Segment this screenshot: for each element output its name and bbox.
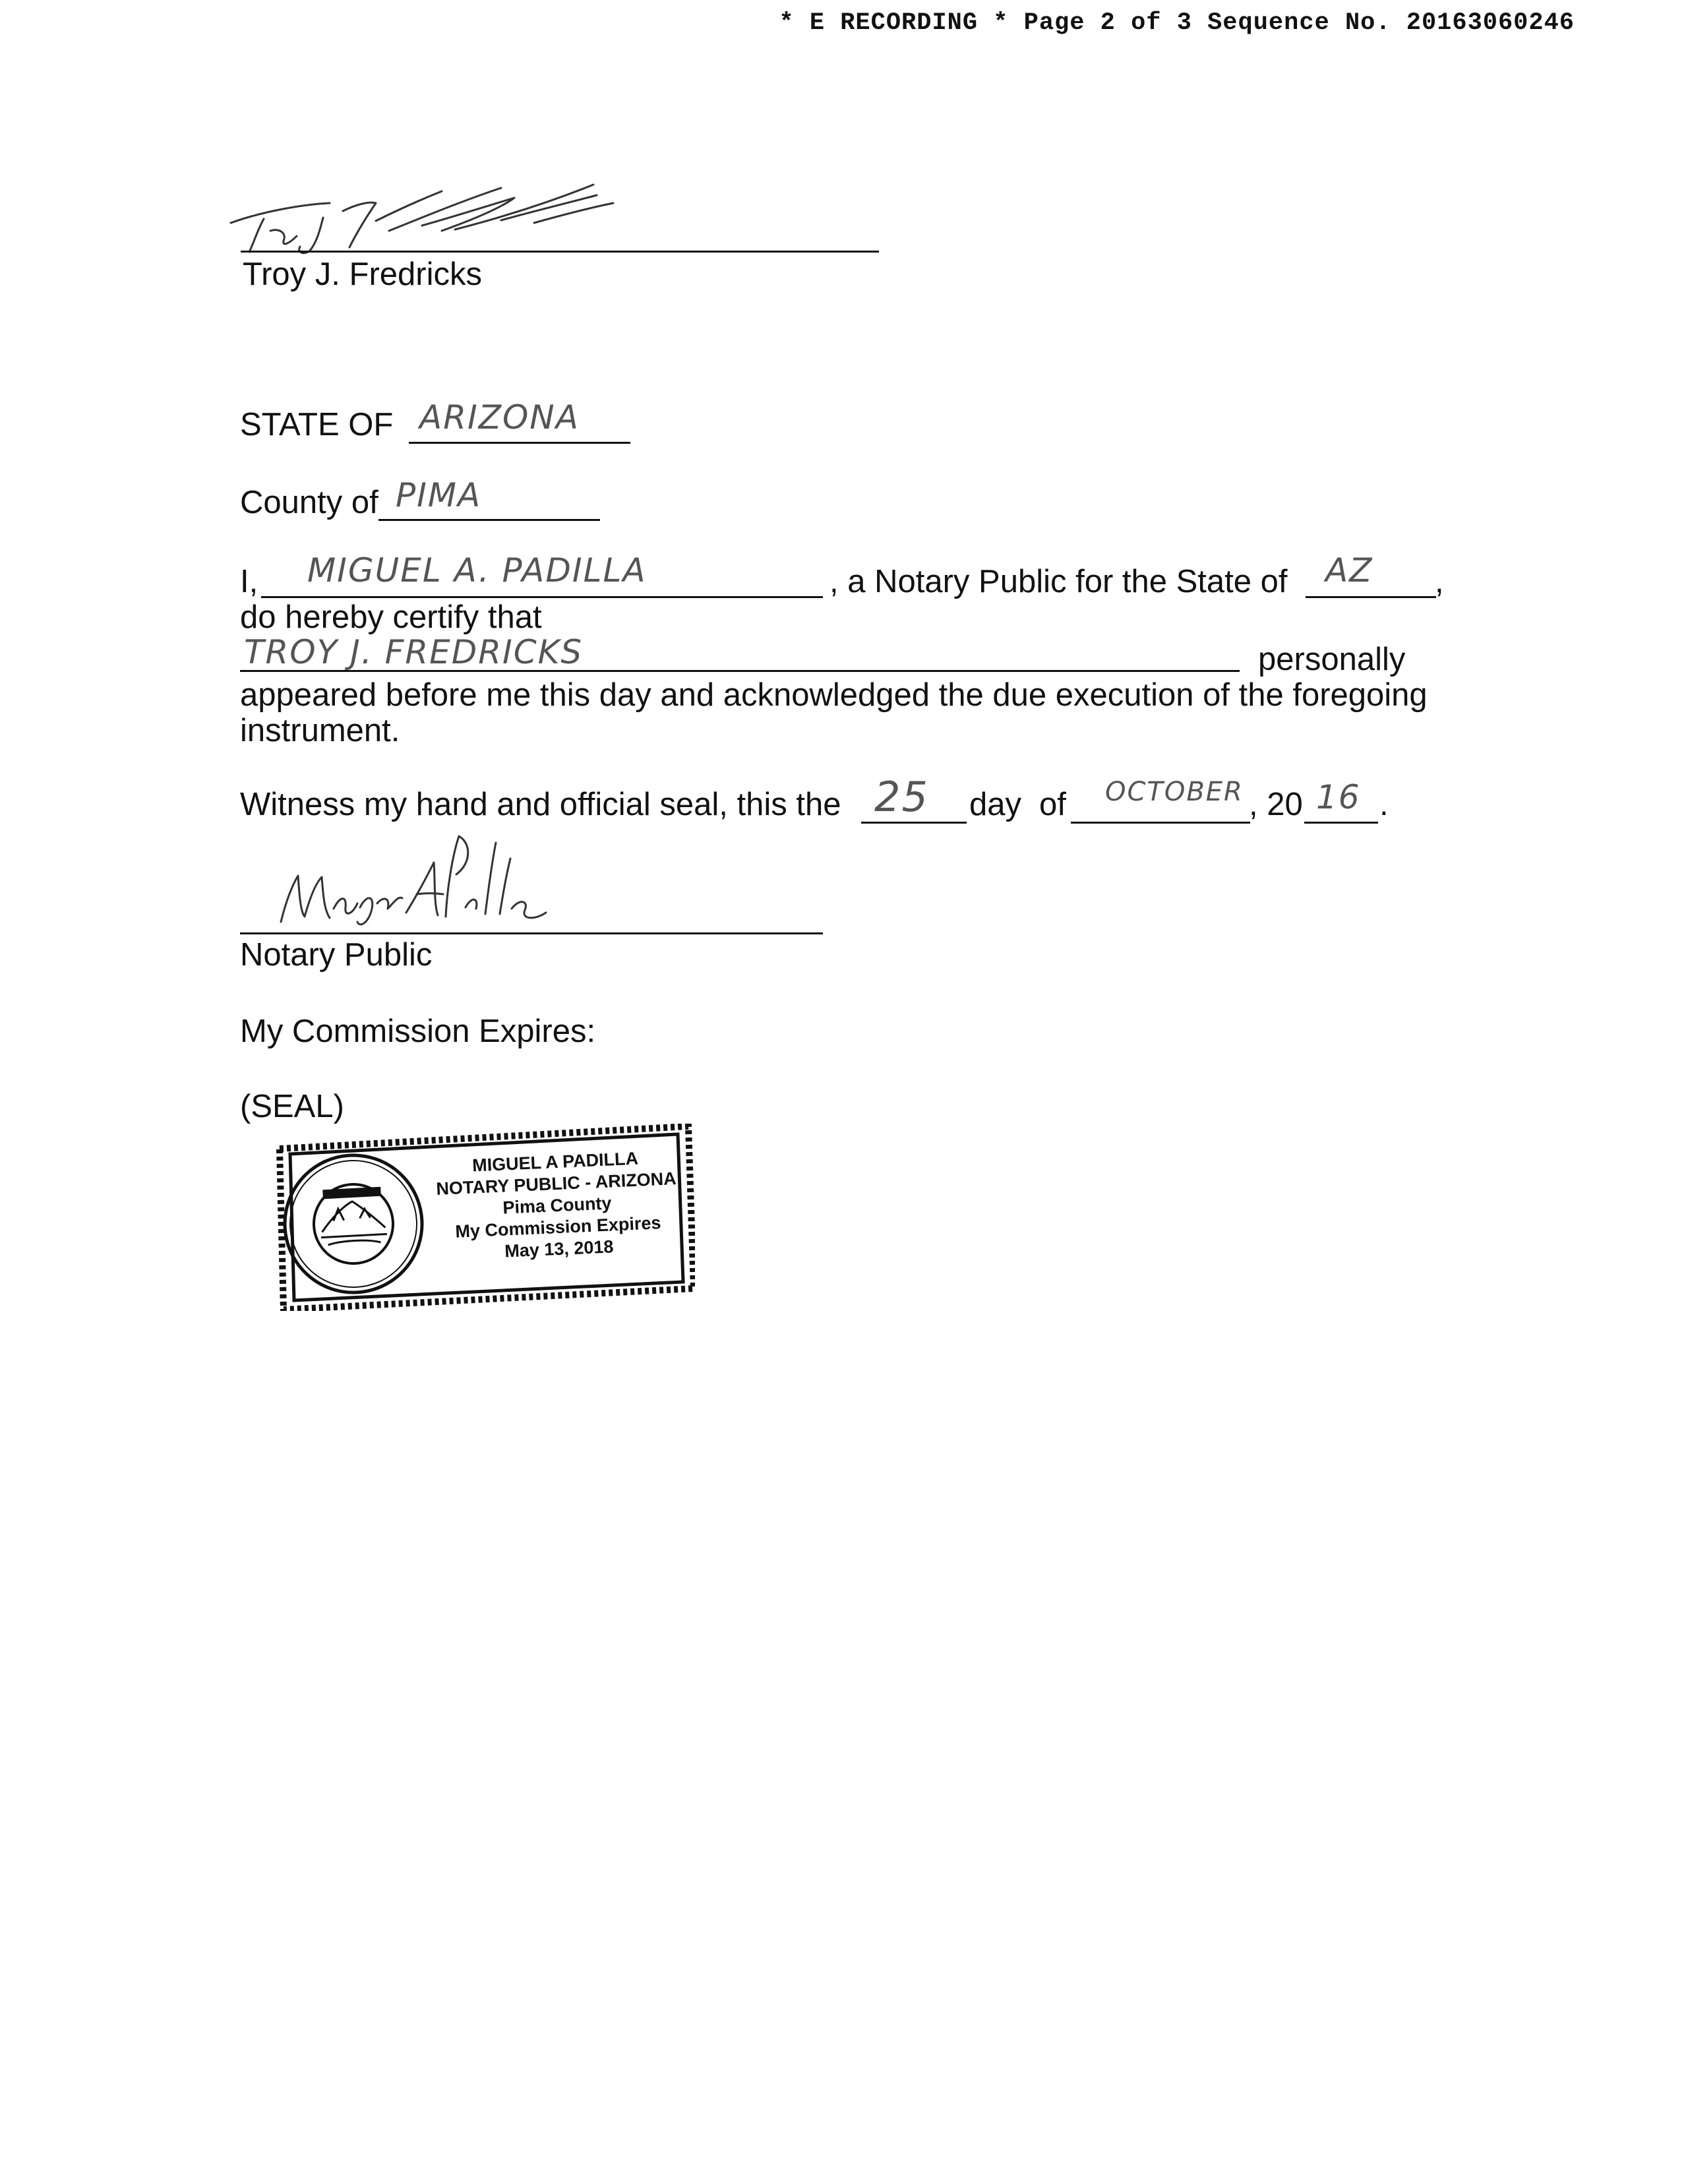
signer-signature (224, 165, 686, 264)
notary-state-value: AZ (1325, 551, 1373, 590)
stamp-notary-title: NOTARY PUBLIC - ARIZONA (435, 1168, 677, 1199)
notary-signature (261, 830, 578, 935)
stamp-expiration-date: May 13, 2018 (504, 1236, 614, 1261)
year-prefix: , 20 (1249, 787, 1303, 822)
witness-text: Witness my hand and official seal, this the (240, 787, 841, 822)
certify-text: do hereby certify that (240, 599, 542, 635)
notary-signature-line (240, 932, 823, 934)
day-line (861, 822, 967, 824)
stamp-text-block (427, 1146, 688, 1266)
state-value: ARIZONA (419, 398, 580, 437)
notary-name-line (261, 596, 823, 598)
county-line (378, 519, 600, 521)
stamp-notary-name: MIGUEL A PADILLA (471, 1148, 639, 1176)
recording-header: * E RECORDING * Page 2 of 3 Sequence No. 20163060246 (779, 9, 1575, 37)
notary-prefix: I, (240, 564, 258, 599)
appeared-text: appeared before me this day and acknowledged the due execution of the foregoing (240, 677, 1428, 713)
personally-text: personally (1258, 642, 1406, 677)
signer-signature-line (241, 251, 879, 253)
notary-name-value: MIGUEL A. PADILLA (307, 551, 647, 590)
notary-public-phrase: , a Notary Public for the State of (829, 564, 1288, 599)
state-line (409, 442, 630, 444)
commission-expires-label: My Commission Expires: (240, 1014, 596, 1049)
notary-state-line (1306, 596, 1436, 598)
notary-stamp (276, 1124, 695, 1311)
notary-public-label: Notary Public (240, 937, 433, 973)
day-label: day (969, 787, 1022, 822)
signer-name: Troy J. Fredricks (243, 257, 482, 292)
year-line (1304, 822, 1378, 824)
seal-label: (SEAL) (240, 1089, 344, 1124)
month-value: OCTOBER (1105, 777, 1244, 807)
person-name-value: TROY J. FREDRICKS (244, 633, 584, 671)
stamp-commission-label: My Commission Expires (454, 1213, 661, 1242)
witness-period: . (1379, 787, 1389, 822)
year-value: 16 (1316, 778, 1361, 816)
day-value: 25 (874, 773, 929, 821)
notary-state-comma: , (1435, 564, 1444, 599)
county-value: PIMA (396, 476, 482, 514)
stamp-county: Pima County (502, 1193, 613, 1218)
month-line (1071, 822, 1250, 824)
county-label: County of (240, 485, 378, 520)
state-label: STATE OF (240, 407, 394, 442)
instrument-text: instrument. (240, 713, 400, 748)
of-label: of (1039, 787, 1066, 822)
